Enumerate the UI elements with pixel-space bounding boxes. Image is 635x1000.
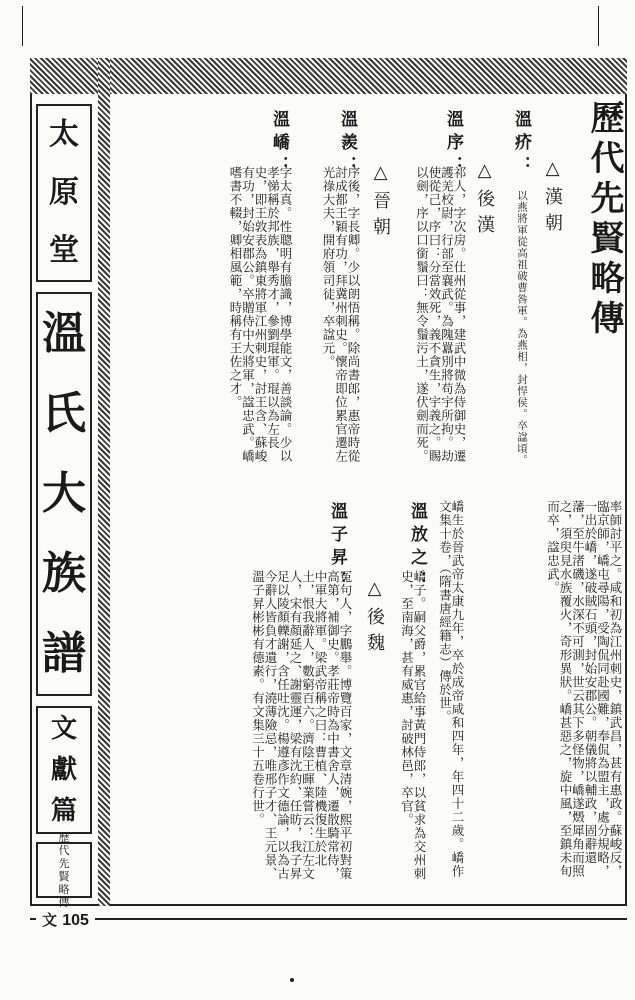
page-number — [36, 909, 95, 930]
page-number-value: 105 — [62, 911, 89, 929]
sidebar-char: 篇 — [50, 796, 77, 827]
subsection-label — [36, 831, 92, 909]
biography-text: 嶠子。嗣父爵，累官給事黃門侍郎，以貧求為交州刺史，至南海，甚有威惠，討破林邑，卒官。 — [399, 570, 427, 881]
person-name: 溫羨： — [337, 110, 357, 179]
person-name: 溫序： — [443, 110, 463, 179]
sidebar-char: 原 — [49, 175, 79, 210]
section-label — [36, 706, 92, 834]
sidebar-char: 歷 — [58, 831, 70, 844]
sidebar-char: 文 — [50, 713, 77, 744]
person-name: 溫子昇： — [327, 502, 347, 594]
sidebar-char: 代 — [58, 844, 70, 857]
person-name: 溫嶠： — [269, 110, 289, 179]
biography-text: 以燕將軍從高祖破曹咎軍。為燕相，封悍侯。卒諡頃。 — [516, 190, 528, 466]
sidebar-char: 傳 — [58, 896, 70, 909]
person-name: 溫疥： — [511, 110, 531, 179]
footer-rule — [95, 918, 627, 920]
sidebar-char: 獻 — [50, 754, 77, 785]
era-heading: △後漢 — [474, 160, 495, 241]
sidebar-char: 太 — [49, 117, 79, 152]
era-heading: △晉朝 — [370, 162, 391, 243]
main-text — [116, 100, 624, 900]
sidebar-char: 堂 — [49, 233, 79, 268]
biography-text: 祁人，字次房。仕州從事，建武中微為侍御史，遷護羌校尉，行部至襄武。為隗囂別將苟宇所拘。劫使從己，序曰：分當效死，義不貪生，宇義之。賜以劍，序以口銜鬚曰：無令鬚污土，遂伏劍而死。 — [414, 166, 467, 463]
top-pattern-band — [30, 58, 627, 94]
person-name: 溫放之： — [407, 502, 427, 594]
era-heading: △後魏 — [364, 578, 385, 659]
biography-text: 嶠生於晉武帝太康九年，卒於成帝咸和四年，年四十二歲。嶠作文集十卷，（隋書唐經籍志）傳於世。 — [437, 500, 465, 878]
print-dot — [290, 978, 294, 982]
era-heading: △漢朝 — [542, 158, 563, 239]
sidebar-char: 賢 — [58, 870, 70, 883]
sidebar-char: 族 — [42, 548, 86, 599]
sidebar-char: 溫 — [42, 308, 86, 359]
sidebar — [30, 94, 98, 909]
page-title: 歷代先賢略傳 — [584, 100, 624, 340]
crop-mark — [22, 6, 23, 46]
publisher-label — [36, 104, 92, 282]
page-footer — [30, 906, 627, 932]
book-title — [36, 292, 92, 696]
biography-text: 冤句人，字鵬舉。博覽百家，文章清婉，熙平初對策高第，補御史。孝莊帝時為中書舍人，遷散騎常侍，中軍大將軍。梁武帝稱之曰：曹植、陸機復生於北土，恨我辭人，數窮百六。濟陰王暉業嘗云：江左文人，宋有顏延之、謝靈運，梁有沈約、任昉，我子昇足以陵顏轢謝，含任吐沈。楊遵彥作文德論，以為古今辭人皆負才遺行，澆薄險忌，唯邢子才、王元景、溫子昇彬彬有德素。有文集三十五卷行世。 — [250, 570, 353, 881]
sidebar-char: 大 — [42, 468, 86, 519]
sidebar-char: 先 — [58, 857, 70, 870]
sidebar-char: 略 — [58, 883, 70, 896]
biography-text: 序後，字長卿。少以朗悟稱。除尚書郎，惠帝時從討成都王穎有功，拜冀州刺史。懷帝即位累官遷左光祿大夫，開府領司徒，卒諡元。 — [321, 166, 361, 463]
page-prefix: 文 — [42, 910, 58, 929]
sidebar-char: 譜 — [42, 628, 86, 679]
biography-text: 字太真。性聰明有膽識，博學能文，善談論。少以孝悌稱於邦族，舉秀才，參劉琨軍。琨以為左長史，即王敦表為鎮東將軍江州刺史，討王含、蘇峻有功，封始安郡公。卒贈侍中大將軍，諡忠武。嶠嗜書不輟，卿相風範，時稱有王佐之才。 — [228, 166, 293, 463]
left-pattern-band — [98, 58, 110, 906]
biography-text: 率師討平之。咸和初為江州刺史，鎮武昌，甚有惠政。蘇峻反，臨京師，嶠屯尋陽，受陶侃同赴國難，奉侃為盟主，處分規略，一出於嶠，遂破賊石頭，封始安郡公。朝儀將以輔政，固辭還藩，至牛渚磯，水深不可測，世云其下多怪物，嶠遂燬犀角而照之，須臾見水族覆火，奇形異狀。嶠甚惡之，旋中風，至鎮未旬而卒，諡忠武。 — [545, 500, 623, 878]
crop-mark — [598, 6, 599, 46]
sidebar-char: 氏 — [42, 388, 86, 439]
